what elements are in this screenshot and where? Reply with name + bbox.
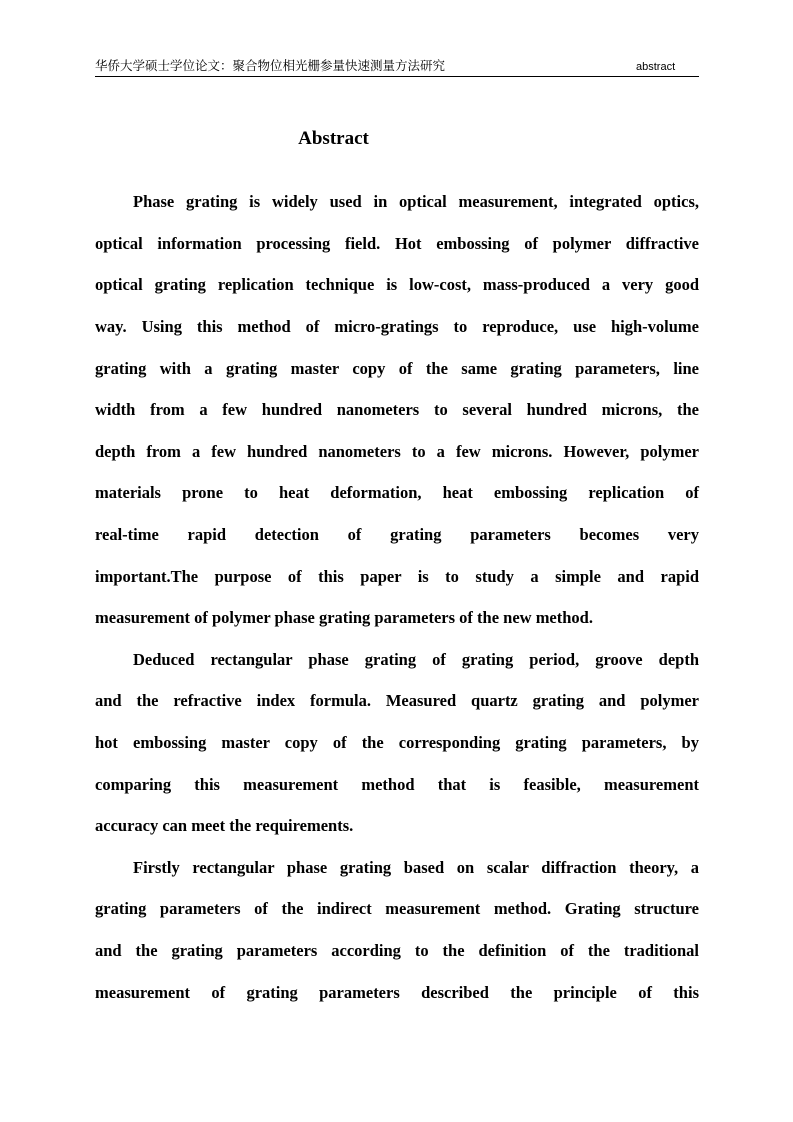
paragraph-3-line-1: Firstly rectangular phase grating based on scalar diffraction theory, a — [133, 858, 699, 877]
paragraph-1-line-3: optical grating replication technique is low-cost, mass-produced a very good — [95, 275, 699, 294]
paragraph-1-line-8: materials prone to heat deformation, heat embossing replication of — [95, 483, 699, 502]
header-thesis-title: 华侨大学硕士学位论文：聚合物位相光栅参量快速测量方法研究 — [95, 58, 446, 73]
paragraph-3-line-2: grating parameters of the indirect measurement method. Grating structure — [95, 899, 699, 918]
paragraph-1-line-11: measurement of polymer phase grating parameters of the new method. — [95, 608, 593, 627]
paragraph-1-line-5: grating with a grating master copy of the same grating parameters, line — [95, 359, 699, 378]
page-header — [95, 58, 699, 77]
paragraph-3-line-3: and the grating parameters according to the definition of the traditional — [95, 941, 699, 960]
abstract-heading: Abstract — [298, 128, 369, 149]
paragraph-1-line-6: width from a few hundred nanometers to several hundred microns, the — [95, 400, 699, 419]
paragraph-1-line-2: optical information processing field. Hot embossing of polymer diffractive — [95, 234, 699, 253]
paragraph-2-line-1: Deduced rectangular phase grating of grating period, groove depth — [133, 650, 699, 669]
paragraph-1-line-4: way. Using this method of micro-gratings to reproduce, use high-volume — [95, 317, 699, 336]
paragraph-1-line-1: Phase grating is widely used in optical measurement, integrated optics, — [133, 192, 699, 211]
paragraph-2-line-5: accuracy can meet the requirements. — [95, 816, 354, 835]
paragraph-3-line-4: measurement of grating parameters described the principle of this — [95, 983, 699, 1002]
paragraph-1-line-9: real-time rapid detection of grating parameters becomes very — [95, 525, 699, 544]
paragraph-1-line-7: depth from a few hundred nanometers to a few microns. However, polymer — [95, 442, 699, 461]
paragraph-2-line-3: hot embossing master copy of the corresponding grating parameters, by — [95, 733, 699, 752]
paragraph-2-line-2: and the refractive index formula. Measured quartz grating and polymer — [95, 691, 699, 710]
header-section-label: abstract — [636, 61, 676, 73]
paragraph-2-line-4: comparing this measurement method that is feasible, measurement — [95, 775, 699, 794]
paragraph-1-line-10: important.The purpose of this paper is to study a simple and rapid — [95, 567, 699, 586]
